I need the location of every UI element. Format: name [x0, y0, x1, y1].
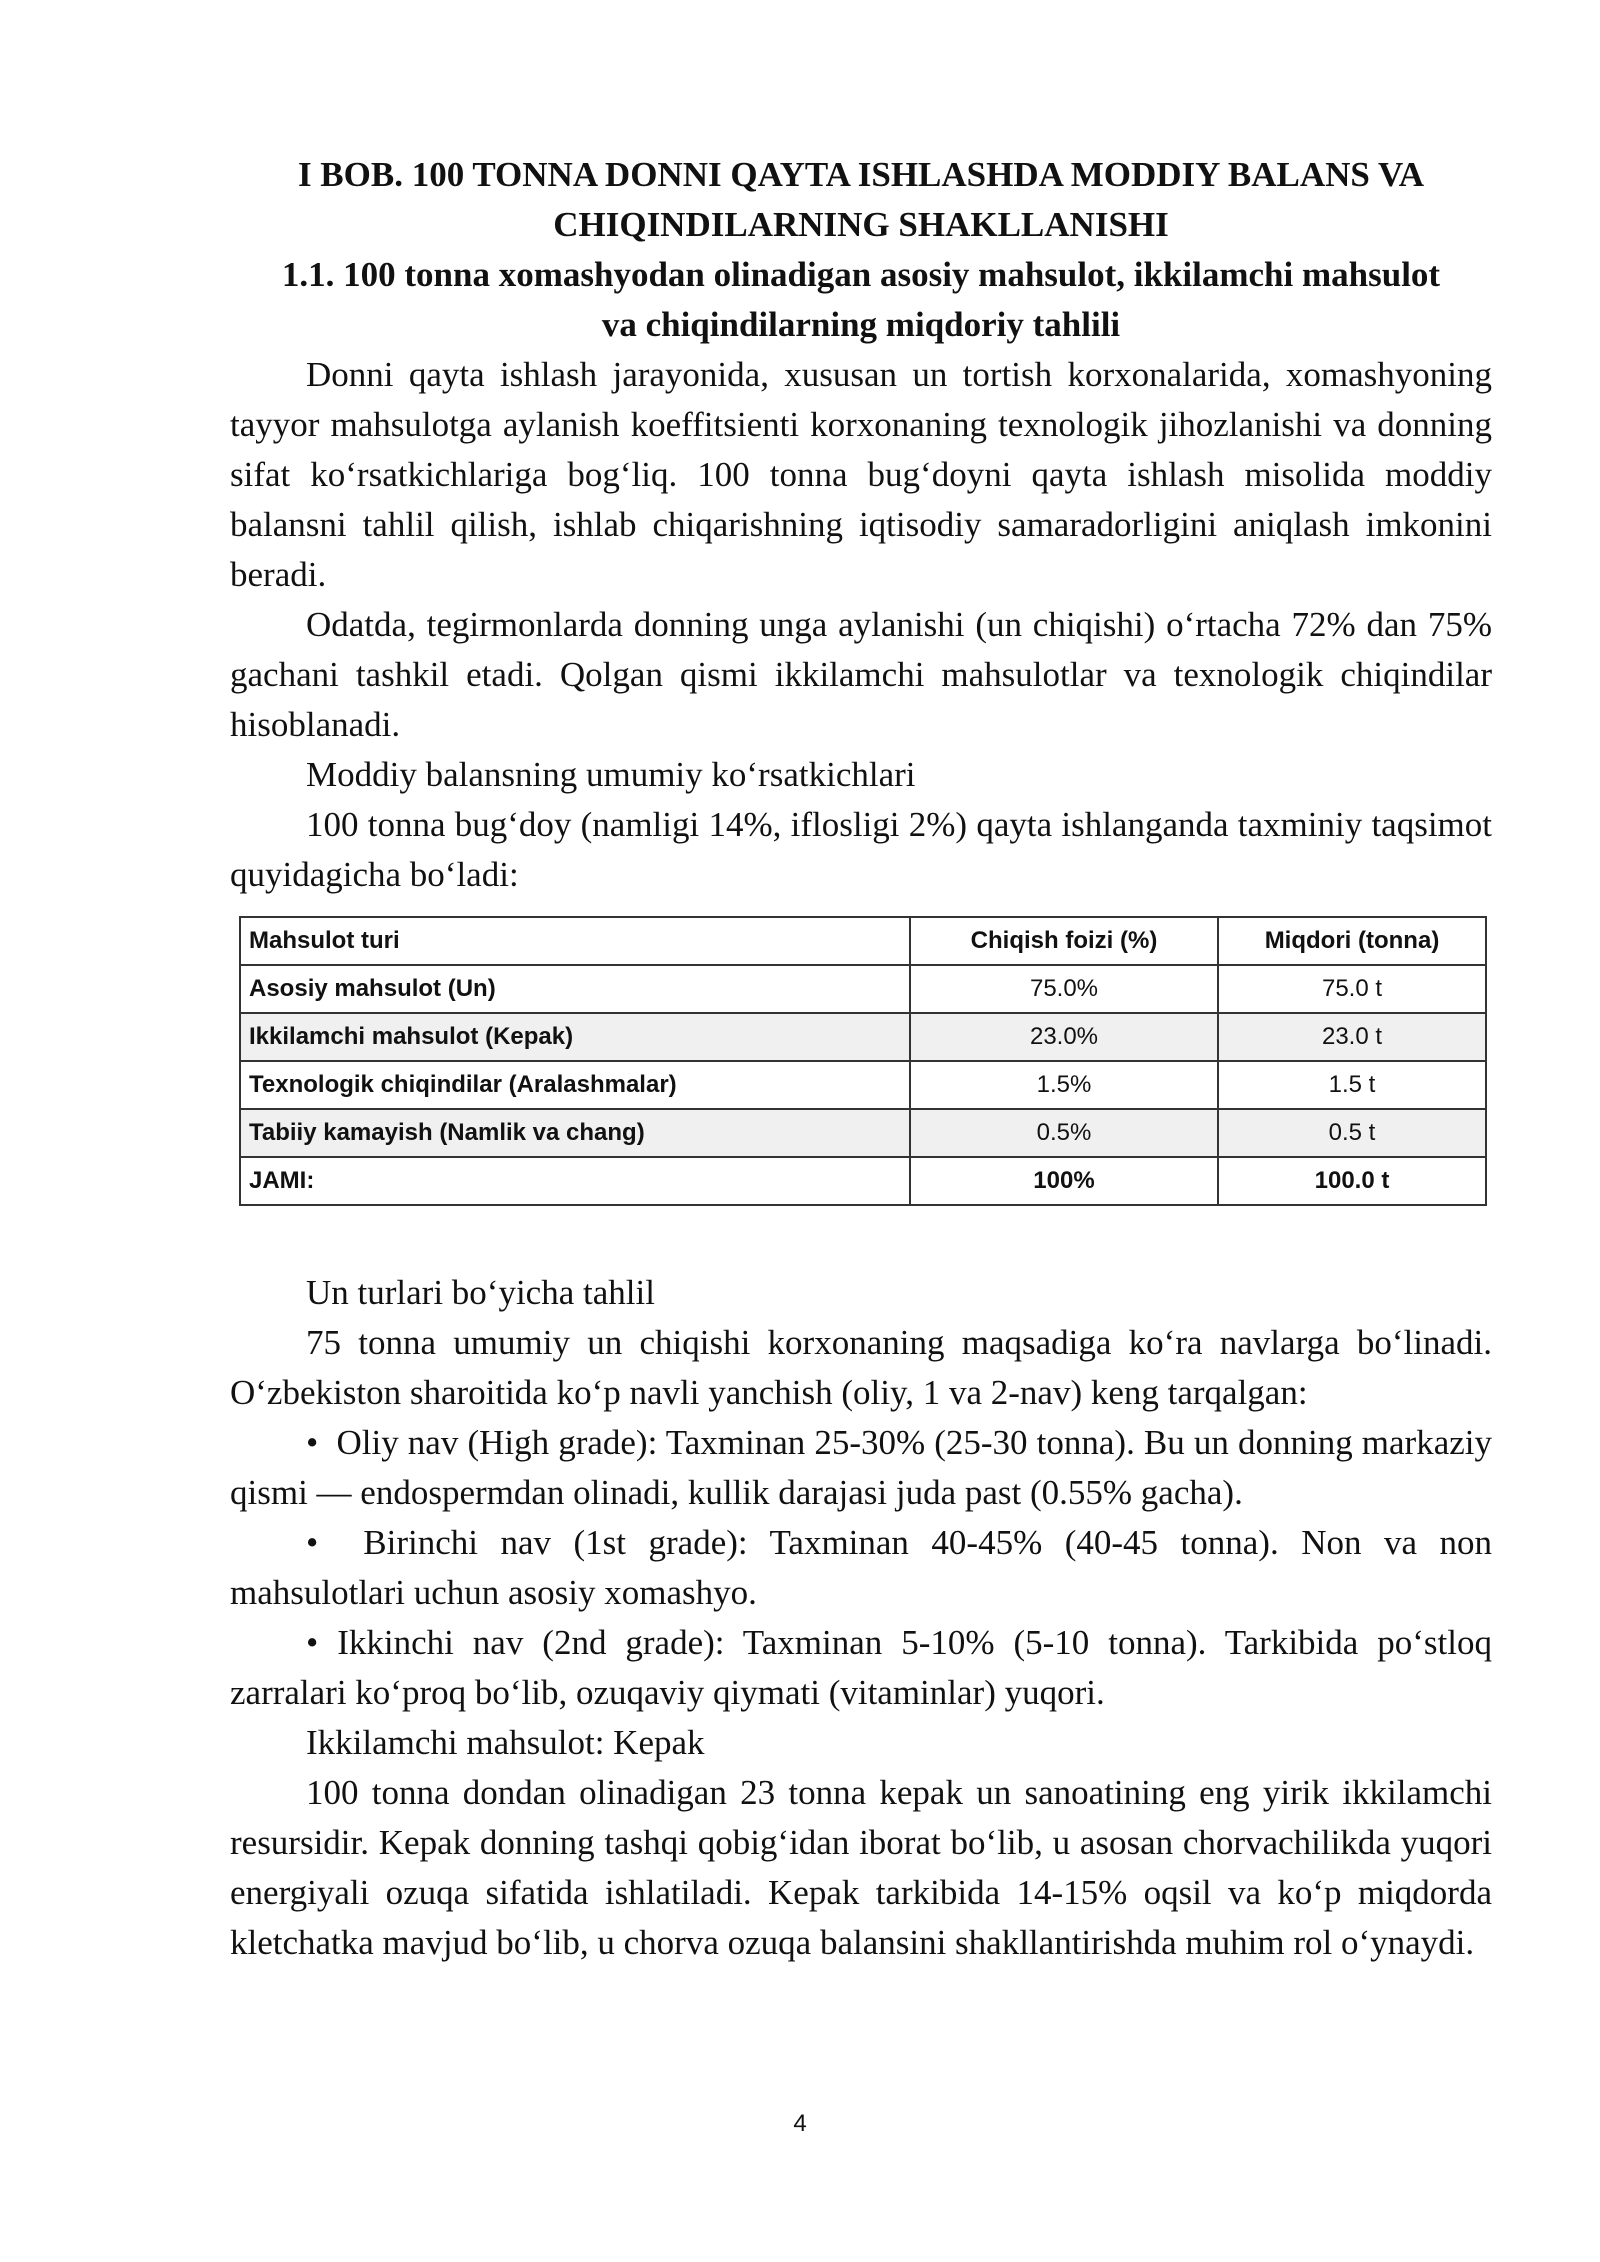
bullet-text: Ikkinchi nav (2nd grade): Taxminan 5-10% (5-10 tonna). Tarkibida po‘stloq zarralari ko‘proq bo‘lib, ozuqaviy qiymati (vitaminlar) yuqori.: [230, 1623, 1492, 1712]
bullet-text: Oliy nav (High grade): Taxminan 25-30% (25-30 tonna). Bu un donning markaziy qismi — endospermdan olinadi, kullik darajasi juda past (0.55% gacha).: [230, 1423, 1493, 1512]
row-percent: 75.0%: [910, 965, 1218, 1013]
total-label: JAMI:: [240, 1157, 910, 1205]
row-label: Texnologik chiqindilar (Aralashmalar): [240, 1061, 910, 1109]
bullet-marker: •: [306, 1523, 319, 1562]
row-percent: 1.5%: [910, 1061, 1218, 1109]
header-product-type: Mahsulot turi: [240, 917, 910, 965]
total-amount: 100.0 t: [1218, 1157, 1486, 1205]
row-percent: 0.5%: [910, 1109, 1218, 1157]
chapter-title-line2: CHIQINDILARNING SHAKLLANISHI: [553, 205, 1169, 244]
row-percent: 23.0%: [910, 1013, 1218, 1061]
section-title: 1.1. 100 tonna xomashyodan olinadigan asosiy mahsulot, ikkilamchi mahsulot va chiqindilarning miqdoriy tahlili: [281, 255, 1441, 344]
bran-heading: Ikkilamchi mahsulot: Kepak: [306, 1723, 705, 1762]
flour-intro-paragraph: 75 tonna umumiy un chiqishi korxonaning maqsadiga ko‘ra navlarga bo‘linadi. O‘zbekiston sharoitida ko‘p navli yanchish (oliy, 1 va 2-nav) keng tarqalgan:: [230, 1323, 1492, 1412]
row-label: Ikkilamchi mahsulot (Kepak): [240, 1013, 910, 1061]
row-amount: 1.5 t: [1218, 1061, 1486, 1109]
bullet-item-first-grade: [230, 1518, 1492, 1618]
balance-table: [239, 916, 1487, 1206]
bullet-text: Birinchi nav (1st grade): Taxminan 40-45% (40-45 tonna). Non va non mahsulotlari uchun asosiy xomashyo.: [230, 1523, 1493, 1612]
bullet-marker: •: [306, 1423, 319, 1462]
document-page: [230, 150, 1492, 1968]
bullet-item-premium: [230, 1418, 1492, 1518]
table-header-row: [240, 917, 1486, 965]
yield-paragraph: Odatda, tegirmonlarda donning unga aylanishi (un chiqishi) o‘rtacha 72% dan 75% gachani tashkil etadi. Qolgan qismi ikkilamchi mahsulotlar va texnologik chiqindilar hisoblanadi.: [230, 605, 1492, 744]
row-label: Tabiiy kamayish (Namlik va chang): [240, 1109, 910, 1157]
intro-paragraph: Donni qayta ishlash jarayonida, xususan un tortish korxonalarida, xomashyoning tayyor mahsulotga aylanish koeffitsienti korxonaning texnologik jihozlanishi va donning sifat ko‘rsatkichlariga bog‘liq. 100 tonna bug‘doyni qayta ishlash misolida moddiy balansni tahlil qilish, ishlab chiqarishning iqtisodiy samaradorligini aniqlash imkonini beradi.: [230, 355, 1492, 594]
table-row: [240, 1109, 1486, 1157]
table-row: [240, 1061, 1486, 1109]
bullet-marker: •: [306, 1623, 319, 1662]
balance-heading: Moddiy balansning umumiy ko‘rsatkichlari: [306, 755, 916, 794]
row-label: Asosiy mahsulot (Un): [240, 965, 910, 1013]
distribution-paragraph: 100 tonna bug‘doy (namligi 14%, iflosligi 2%) qayta ishlanganda taxminiy taqsimot quyidagicha bo‘ladi:: [230, 805, 1492, 894]
row-amount: 0.5 t: [1218, 1109, 1486, 1157]
bullet-item-second-grade: [230, 1618, 1492, 1718]
chapter-title: [230, 150, 1492, 250]
table-row: [240, 965, 1486, 1013]
page-number: 4: [793, 2110, 807, 2137]
balance-table-wrapper: [239, 916, 1487, 1206]
header-percent: Chiqish foizi (%): [910, 917, 1218, 965]
bran-paragraph: 100 tonna dondan olinadigan 23 tonna kepak un sanoatining eng yirik ikkilamchi resursidir. Kepak donning tashqi qobig‘idan iborat bo‘lib, u asosan chorvachilikda yuqori energiyali ozuqa sifatida ishlatiladi. Kepak tarkibida 14-15% oqsil va ko‘p miqdorda kletchatka mavjud bo‘lib, u chorva ozuqa balansini shakllantirishda muhim rol o‘ynaydi.: [230, 1773, 1492, 1962]
row-amount: 75.0 t: [1218, 965, 1486, 1013]
flour-types-heading: Un turlari bo‘yicha tahlil: [306, 1273, 655, 1312]
chapter-title-line1: I BOB. 100 TONNA DONNI QAYTA ISHLASHDA MODDIY BALANS VA: [297, 155, 1425, 194]
table-total-row: [240, 1157, 1486, 1205]
total-percent: 100%: [910, 1157, 1218, 1205]
header-amount: Miqdori (tonna): [1218, 917, 1486, 965]
row-amount: 23.0 t: [1218, 1013, 1486, 1061]
table-row: [240, 1013, 1486, 1061]
